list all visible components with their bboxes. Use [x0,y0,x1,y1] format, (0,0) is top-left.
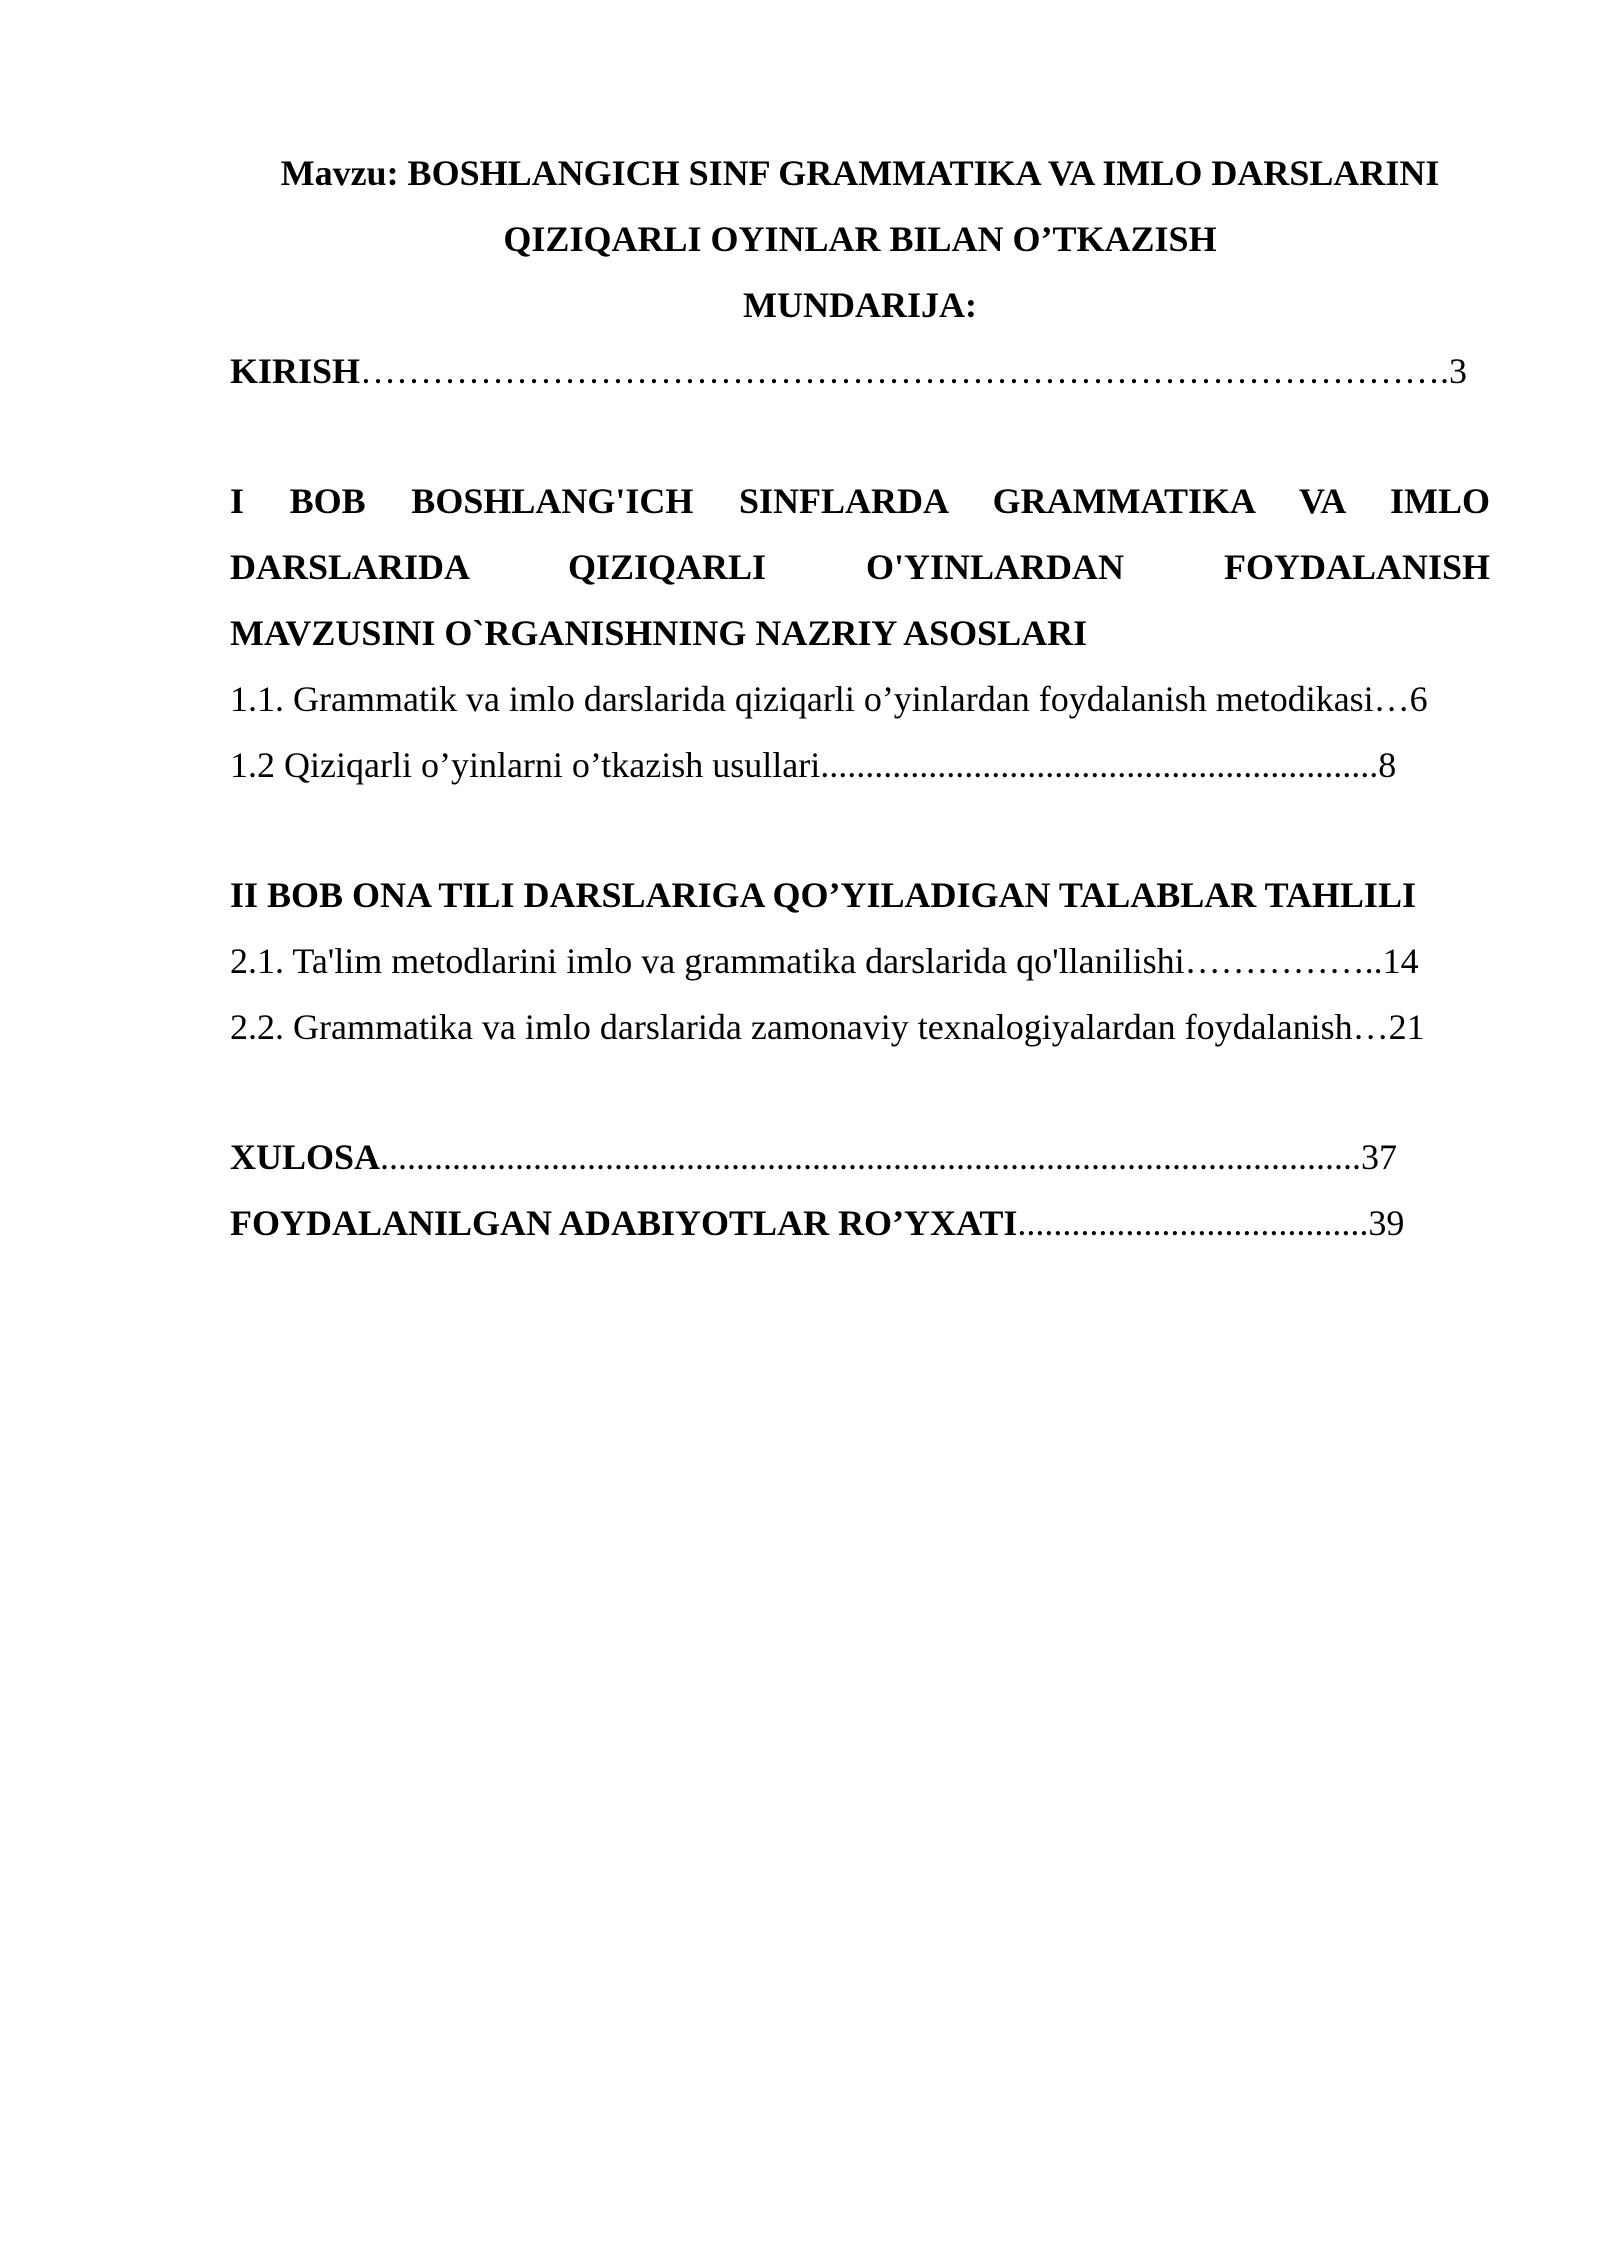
toc-conclusion-leader: ............................................................................................................. [380,1137,1362,1177]
chapter-1-title [230,468,1490,666]
toc-entry-conclusion [230,1124,1490,1190]
chapter-1-title-line-3: MAVZUSINI O`RGANISHNING NAZRIY ASOSLARI [230,613,1088,653]
toc-conclusion-label: XULOSA [230,1137,381,1177]
toc-entry-2-1: 2.1. Ta'lim metodlarini imlo va grammatika darslarida qo'llanilishi……………..14 [230,941,1419,981]
document-title [230,140,1490,272]
toc-references-label: FOYDALANILGAN ADABIYOTLAR RO’YXATI [230,1203,1018,1243]
chapter-1-title-line-1: I BOB BOSHLANG'ICH SINFLARDA GRAMMATIKA VA IMLO [230,481,1490,521]
toc-references-leader: ....................................... [1017,1203,1369,1243]
toc-entry-1-2: 1.2 Qiziqarli o’yinlarni o’tkazish usullari..............................................................8 [230,745,1397,785]
title-line-2: QIZIQARLI OYINLAR BILAN O’TKAZISH [503,219,1217,259]
toc-entry-intro [230,338,1490,404]
toc-references-page: 39 [1368,1203,1405,1243]
chapter-1-title-line-2: DARSLARIDA QIZIQARLI O'YINLARDAN FOYDALANISH [230,547,1490,587]
chapter-2-title-line: II BOB ONA TILI DARSLARIGA QO’YILADIGAN TALABLAR TAHLILI [230,875,1416,915]
toc-intro-label: KIRISH [230,351,361,391]
toc-entry-references [230,1190,1490,1256]
toc-conclusion-page: 37 [1361,1137,1398,1177]
toc-intro-page: 3 [1449,351,1468,391]
page-content [230,140,1490,1256]
toc-entry-2-2: 2.2. Grammatika va imlo darslarida zamonaviy texnalogiyalardan foydalanish…21 [230,1007,1425,1047]
title-line-1: Mavzu: BOSHLANGICH SINF GRAMMATIKA VA IMLO DARSLARINI [280,153,1440,193]
chapter-2-title [230,862,1490,928]
toc-intro-leader: ………………………………………………………………………………. [360,351,1450,391]
toc-entry-1-1: 1.1. Grammatik va imlo darslarida qiziqarli o’yinlardan foydalanish metodikasi…6 [230,679,1428,719]
toc-heading: MUNDARIJA: [743,285,977,325]
